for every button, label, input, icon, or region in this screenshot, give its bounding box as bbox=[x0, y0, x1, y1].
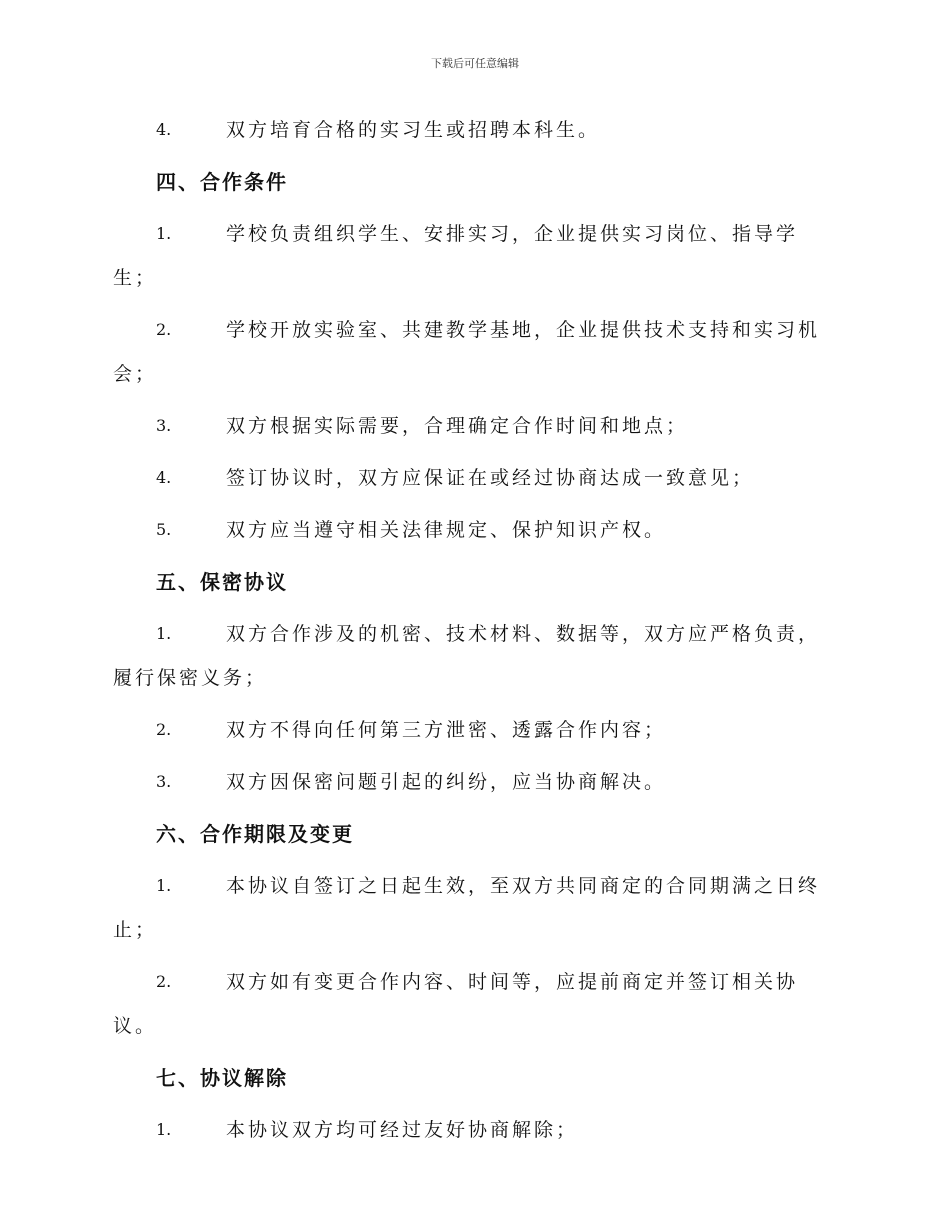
list-item bbox=[113, 508, 835, 552]
item-text: 双方根据实际需要，合理确定合作时间和地点； bbox=[226, 415, 689, 437]
item-number: 2. bbox=[156, 320, 172, 339]
item-number: 2. bbox=[156, 972, 172, 991]
page-header: 下载后可任意编辑 bbox=[431, 57, 519, 70]
list-item bbox=[113, 708, 835, 752]
item-text: 双方因保密问题引起的纠纷，应当协商解决。 bbox=[226, 771, 667, 793]
list-item bbox=[113, 1108, 835, 1152]
section-heading: 七、协议解除 bbox=[156, 1066, 288, 1090]
item-number: 2. bbox=[156, 720, 172, 739]
item-text: 双方合作涉及的机密、技术材料、数据等，双方应严格负责，履行保密义务； bbox=[113, 623, 821, 689]
list-item bbox=[113, 404, 835, 448]
item-text: 学校负责组织学生、安排实习，企业提供实习岗位、指导学生； bbox=[113, 223, 799, 289]
item-text: 签订协议时，双方应保证在或经过协商达成一致意见； bbox=[226, 467, 755, 489]
list-item bbox=[113, 308, 835, 396]
section-heading: 四、合作条件 bbox=[156, 170, 288, 194]
list-item bbox=[113, 108, 835, 152]
item-text: 双方不得向任何第三方泄密、透露合作内容； bbox=[226, 719, 667, 741]
item-text: 学校开放实验室、共建教学基地，企业提供技术支持和实习机会； bbox=[113, 319, 821, 385]
item-number: 3. bbox=[156, 772, 172, 791]
item-number: 1. bbox=[156, 1120, 172, 1139]
item-text: 双方应当遵守相关法律规定、保护知识产权。 bbox=[226, 519, 667, 541]
document-body bbox=[113, 108, 835, 1160]
item-number: 1. bbox=[156, 876, 172, 895]
list-item bbox=[113, 864, 835, 952]
item-text: 双方培育合格的实习生或招聘本科生。 bbox=[226, 119, 601, 141]
list-item bbox=[113, 456, 835, 500]
item-number: 3. bbox=[156, 416, 172, 435]
list-item bbox=[113, 760, 835, 804]
item-text: 本协议双方均可经过友好协商解除； bbox=[226, 1119, 579, 1141]
item-text: 双方如有变更合作内容、时间等，应提前商定并签订相关协议。 bbox=[113, 971, 799, 1037]
item-number: 1. bbox=[156, 224, 172, 243]
section-heading: 六、合作期限及变更 bbox=[156, 822, 354, 846]
list-item bbox=[113, 612, 835, 700]
list-item bbox=[113, 212, 835, 300]
item-number: 4. bbox=[156, 120, 172, 139]
item-number: 1. bbox=[156, 624, 172, 643]
item-number: 5. bbox=[156, 520, 172, 539]
item-number: 4. bbox=[156, 468, 172, 487]
section-heading: 五、保密协议 bbox=[156, 570, 288, 594]
item-text: 本协议自签订之日起生效，至双方共同商定的合同期满之日终止； bbox=[113, 875, 821, 941]
list-item bbox=[113, 960, 835, 1048]
